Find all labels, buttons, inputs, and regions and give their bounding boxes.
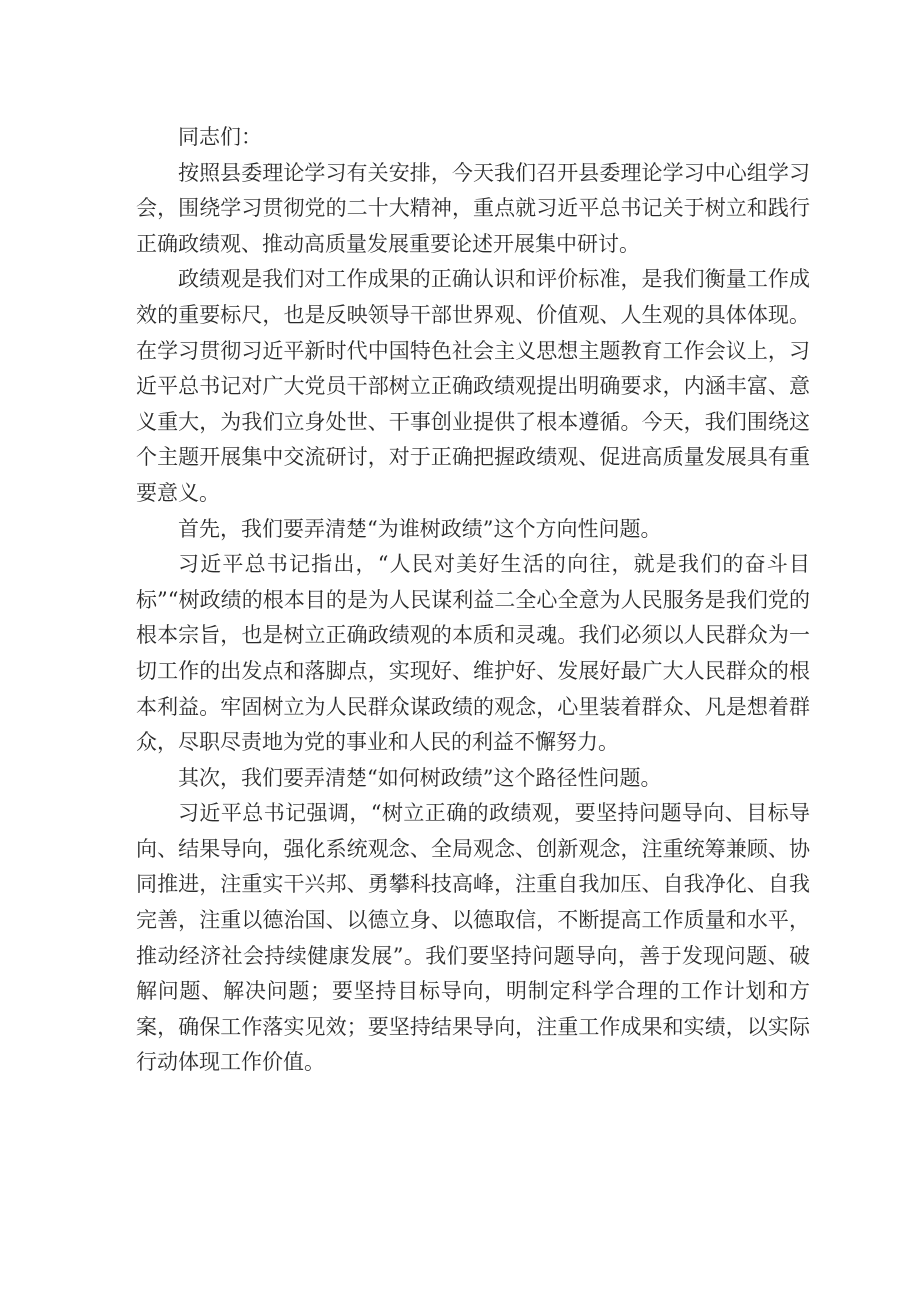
paragraph-second-point: 其次，我们要弄清楚“如何树政绩”这个路径性问题。 xyxy=(178,765,662,790)
paragraph-intro: 按照县委理论学习有关安排，今天我们召开县委理论学习中心组学习会，围绕学习贯彻党的二十大精神，重点就习近平总书记关于树立和践行正确政绩观、推动高质量发展重要论述开展集中研讨。 xyxy=(136,160,810,256)
paragraph-second-detail: 习近平总书记强调，“树立正确的政绩观，要坚持问题导向、目标导向、结果导向，强化系统观念、全局观念、创新观念，注重统筹兼顾、协同推进，注重实干兴邦、勇攀科技高峰，注重自我加压、自我净化、自我完善，注重以德治国、以德立身、以德取信，不断提高工作质量和水平，推动经济社会持续健康发展”。我们要坚持问题导向，善于发现问题、破解问题、解决问题；要坚持目标导向，明制定科学合理的工作计划和方案，确保工作落实见效；要坚持结果导向，注重工作成果和实绩，以实际行动体现工作价值。 xyxy=(136,801,810,1075)
salutation: 同志们： xyxy=(178,125,262,149)
paragraph-first-detail: 习近平总书记指出，“人民对美好生活的向往，就是我们的奋斗目标”“树政绩的根本目的是为人民谋利益二全心全意为人民服务是我们党的根本宗旨，也是树立正确政绩观的本质和灵魂。我们必须以人民群众为一切工作的出发点和落脚点，实现好、维护好、发展好最广大人民群众的根本利益。牢固树立为人民群众谋政绩的观念，心里装着群众、凡是想着群众，尽职尽责地为党的事业和人民的利益不懈努力。 xyxy=(136,552,810,755)
paragraph-first-point: 首先，我们要弄清楚“为谁树政绩”这个方向性问题。 xyxy=(178,516,662,541)
paragraph-performance-view: 政绩观是我们对工作成果的正确认识和评价标准，是我们衡量工作成效的重要标尺，也是反映领导干部世界观、价值观、人生观的具体体现。在学习贯彻习近平新时代中国特色社会主义思想主题教育工作会议上，习近平总书记对广大党员干部树立正确政绩观提出明确要求，内涵丰富、意义重大，为我们立身处世、干事创业提供了根本遵循。今天，我们围绕这个主题开展集中交流研讨，对于正确把握政绩观、促进高质量发展具有重要意义。 xyxy=(136,267,810,505)
document-body xyxy=(136,120,810,1081)
